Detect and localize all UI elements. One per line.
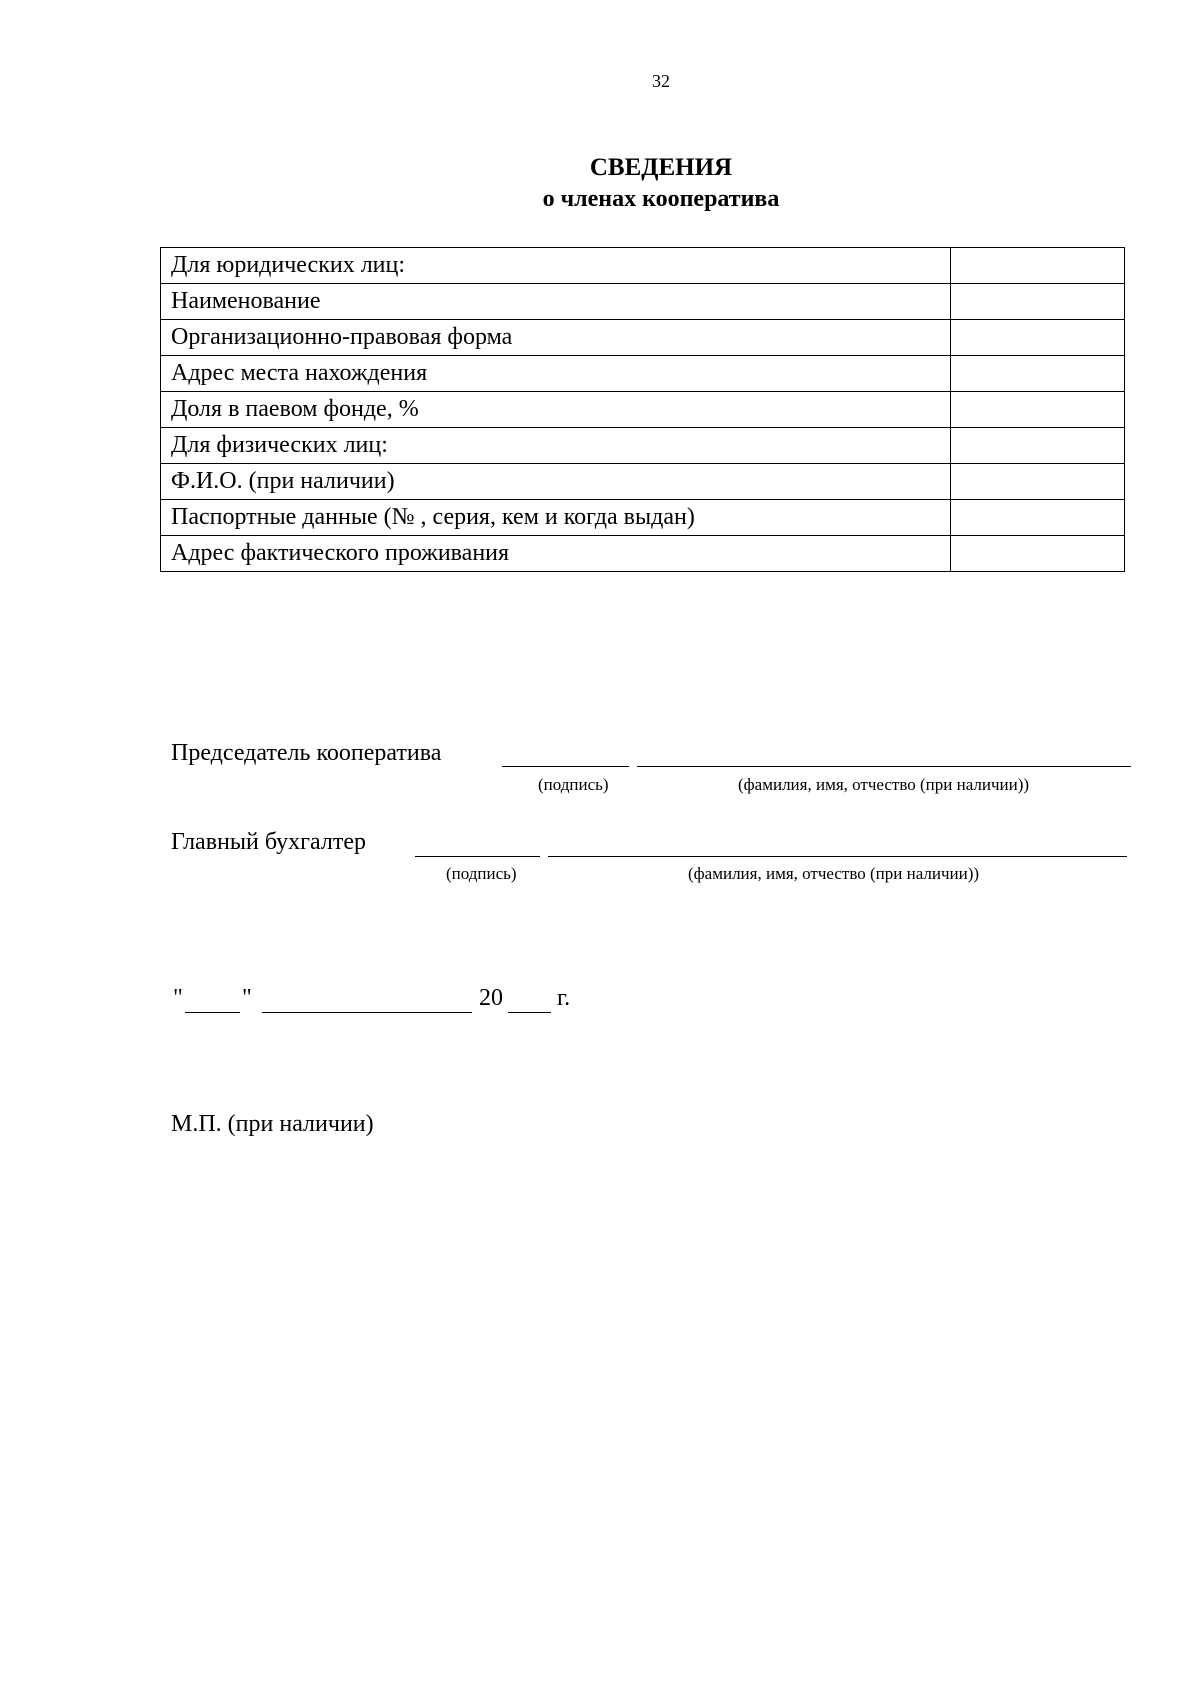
table-row xyxy=(161,320,1125,356)
page-number: 32 xyxy=(652,71,670,91)
chairman-name-caption: (фамилия, имя, отчество (при наличии)) xyxy=(738,775,1030,794)
row-value-cell[interactable] xyxy=(951,320,1125,356)
table-row xyxy=(161,536,1125,572)
date-year-line[interactable] xyxy=(508,1012,551,1013)
document-subtitle: о членах кооператива xyxy=(542,186,780,212)
table-row xyxy=(161,464,1125,500)
row-label: Ф.И.О. (при наличии) xyxy=(161,464,951,500)
chairman-label: Председатель кооператива xyxy=(171,740,442,766)
table-row xyxy=(161,392,1125,428)
cooperative-members-table xyxy=(160,247,1125,572)
row-label: Для физических лиц: xyxy=(161,428,951,464)
date-year-prefix: 20 xyxy=(479,985,503,1011)
row-value-cell[interactable] xyxy=(951,284,1125,320)
document-title: СВЕДЕНИЯ xyxy=(589,154,733,181)
row-label: Организационно-правовая форма xyxy=(161,320,951,356)
row-label: Для юридических лиц: xyxy=(161,248,951,284)
row-label: Адрес места нахождения xyxy=(161,356,951,392)
row-value-cell[interactable] xyxy=(951,536,1125,572)
accountant-name-line[interactable] xyxy=(548,856,1127,857)
table-row xyxy=(161,428,1125,464)
accountant-label: Главный бухгалтер xyxy=(171,829,366,855)
row-value-cell[interactable] xyxy=(951,464,1125,500)
date-day-line[interactable] xyxy=(185,1012,240,1013)
accountant-signature-line[interactable] xyxy=(415,856,540,857)
row-label: Наименование xyxy=(161,284,951,320)
table-row xyxy=(161,356,1125,392)
row-label: Адрес фактического проживания xyxy=(161,536,951,572)
chairman-signature-line[interactable] xyxy=(502,766,629,767)
table-row xyxy=(161,248,1125,284)
row-value-cell[interactable] xyxy=(951,356,1125,392)
row-value-cell[interactable] xyxy=(951,500,1125,536)
date-month-line[interactable] xyxy=(262,1012,472,1013)
chairman-name-line[interactable] xyxy=(637,766,1131,767)
accountant-signature-caption: (подпись) xyxy=(446,864,517,883)
row-label: Доля в паевом фонде, % xyxy=(161,392,951,428)
table-row xyxy=(161,284,1125,320)
accountant-name-caption: (фамилия, имя, отчество (при наличии)) xyxy=(688,864,980,883)
row-label: Паспортные данные (№ , серия, кем и когда выдан) xyxy=(161,500,951,536)
date-year-suffix: г. xyxy=(557,985,571,1011)
table-row xyxy=(161,500,1125,536)
date-close-quote: " xyxy=(242,985,252,1011)
row-value-cell[interactable] xyxy=(951,428,1125,464)
row-value-cell[interactable] xyxy=(951,248,1125,284)
chairman-signature-caption: (подпись) xyxy=(538,775,609,794)
stamp-place: М.П. (при наличии) xyxy=(171,1111,374,1137)
row-value-cell[interactable] xyxy=(951,392,1125,428)
date-open-quote: " xyxy=(173,985,183,1011)
